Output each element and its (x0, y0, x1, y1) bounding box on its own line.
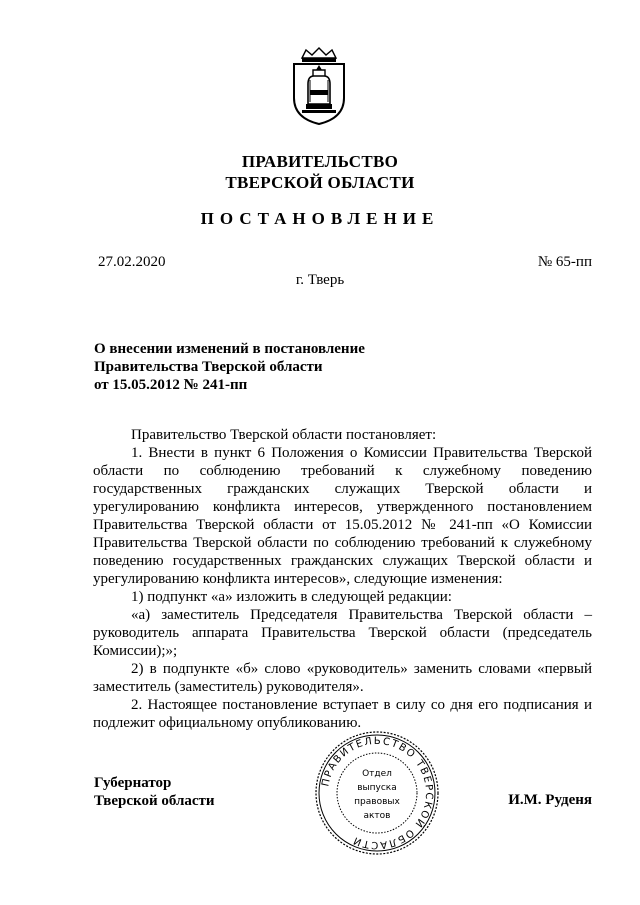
tver-coat-of-arms-icon (288, 46, 350, 126)
document-type: ПОСТАНОВЛЕНИЕ (200, 209, 440, 228)
signer-title-line: Тверской области (94, 793, 215, 809)
signer-title-line: Губернатор (94, 775, 172, 791)
subject-line: от 15.05.2012 № 241-пп (94, 377, 248, 393)
body-paragraph: 2) в подпункте «б» слово «руководитель» заменить словами «первый заместитель (заместитель) руководителя». (93, 661, 592, 695)
org-name-line1: ПРАВИТЕЛЬСТВО (241, 152, 399, 171)
official-stamp (314, 730, 440, 856)
document-number: № 65-пп (537, 254, 592, 270)
document-date: 27.02.2020 (98, 254, 166, 270)
subject-line: Правительства Тверской области (94, 359, 323, 375)
body-paragraph: 2. Настоящее постановление вступает в силу со дня его подписания и подлежит официальному опубликованию. (93, 697, 592, 731)
stamp-center-line: правовых (354, 797, 400, 807)
stamp-center-line: Отдел (362, 769, 392, 779)
signer-name: И.М. Руденя (508, 792, 592, 808)
signer-title (94, 774, 215, 810)
stamp-center-line: выпуска (357, 783, 397, 793)
document-city: г. Тверь (295, 272, 345, 288)
document-subject (94, 340, 414, 394)
body-paragraph: 1. Внести в пункт 6 Положения о Комиссии Правительства Тверской области по соблюдению требований к служебному поведению государственных гражданских служащих Тверской области и урегулированию конфликта интересов, утвержденного постановлением Правительства Тверской области от 15.05.2012 № 241-пп «О Комиссии Правительства Тверской области по соблюдению требований к служебному поведению государственных гражданских служащих Тверской области и урегулированию конфликта интересов», следующие изменения: (93, 445, 592, 587)
body-paragraph: 1) подпункт «а» изложить в следующей редакции: (131, 589, 452, 605)
stamp-center-line: актов (363, 811, 391, 821)
subject-line: О внесении изменений в постановление (94, 341, 365, 357)
stamp-ring-text: ПРАВИТЕЛЬСТВО ТВЕРСКОЙ ОБЛАСТИ (320, 735, 435, 851)
document-body (93, 426, 592, 732)
body-paragraph: Правительство Тверской области постановляет: (131, 427, 437, 443)
body-paragraph: «а) заместитель Председателя Правительства Тверской области – руководитель аппарата Правительства Тверской области (председатель Комиссии);»; (93, 607, 592, 659)
org-name-line2: ТВЕРСКОЙ ОБЛАСТИ (225, 173, 415, 192)
